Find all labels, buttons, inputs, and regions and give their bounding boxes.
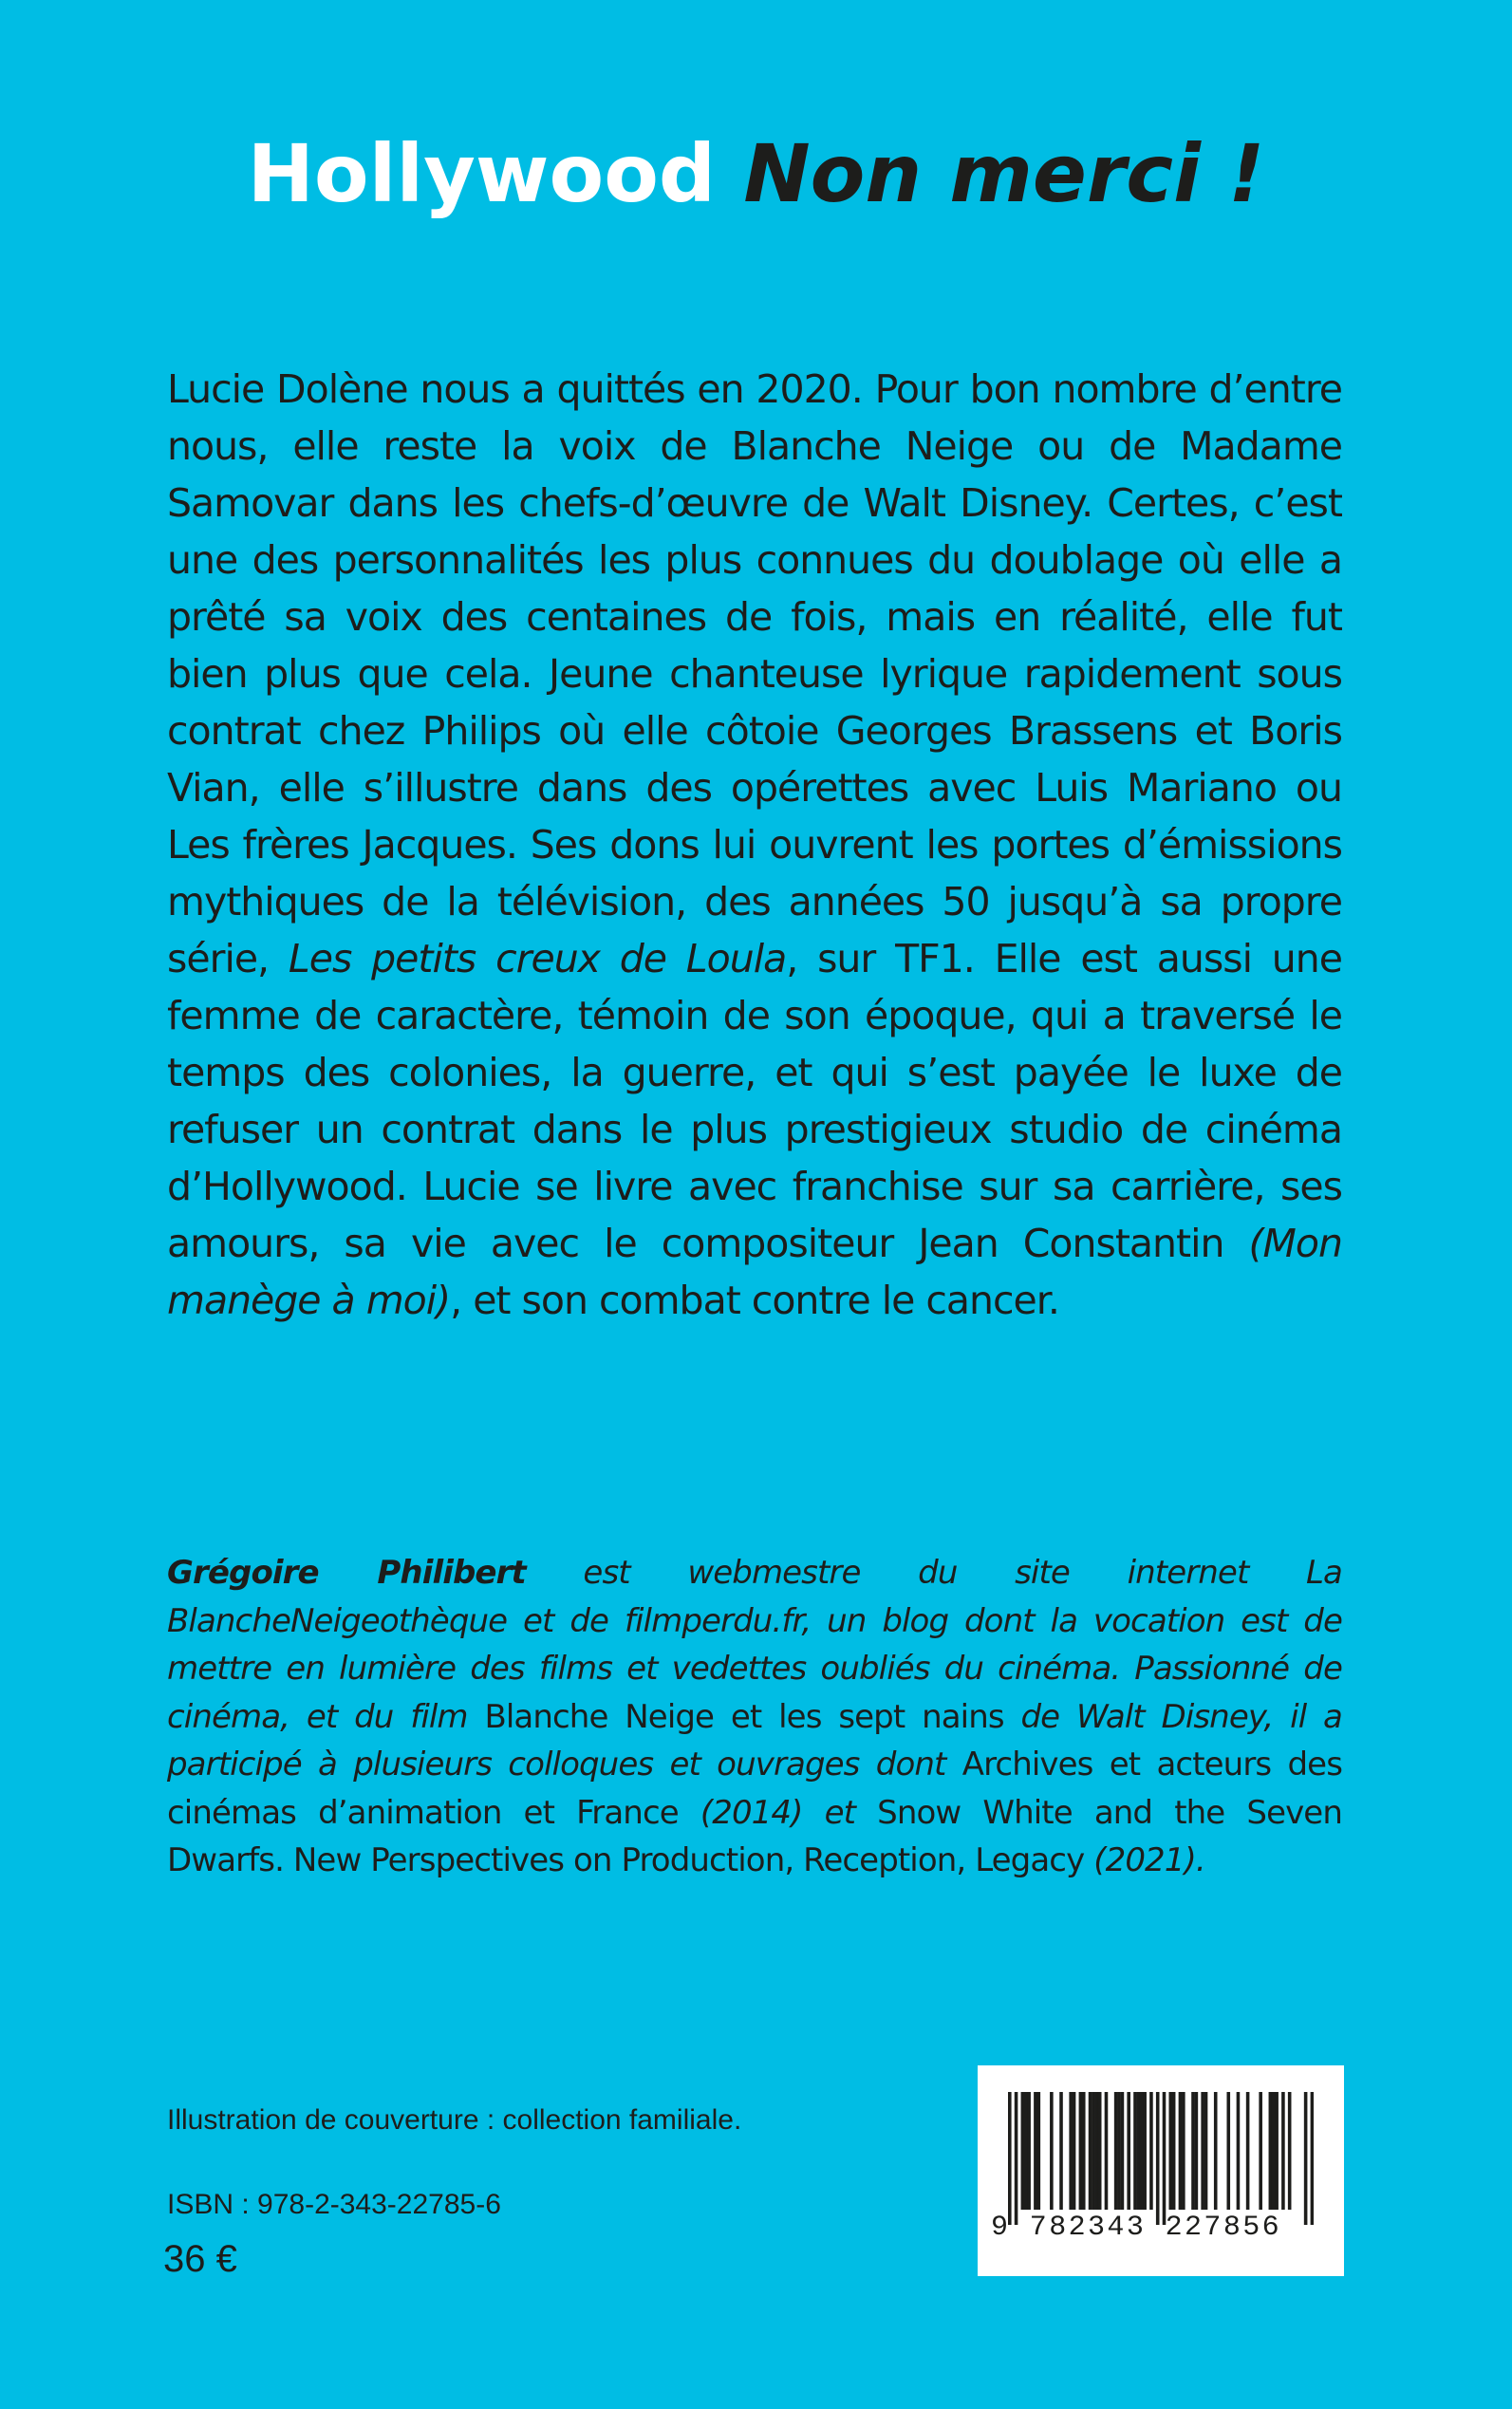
barcode-bar [1304,2092,1308,2225]
cover-credit: Illustration de couverture : collection familiale. [167,2104,742,2136]
barcode-bar [1140,2092,1144,2210]
barcode-bar [1214,2092,1218,2210]
barcode-bar [1226,2092,1230,2210]
barcode-bar [1037,2092,1041,2210]
bio-text-2: de Walt Disney, il a participé à plusieurs colloques et ouvrages dont [167,1697,1342,1783]
barcode-bar [1156,2092,1160,2225]
bio-book-title-2: Snow White and the Seven Dwarfs. New Perspectives on Production, Reception, Legacy [167,1793,1342,1879]
title-main: Hollywood [247,127,717,220]
barcode-bar [1269,2092,1273,2210]
barcode-bar [1117,2092,1121,2210]
book-blurb [167,361,1342,1329]
barcode-bar [1105,2092,1109,2210]
barcode-bar [1127,2092,1130,2210]
barcode-bar [1272,2092,1276,2210]
barcode-bar [1021,2092,1025,2210]
barcode-bar [1246,2092,1250,2210]
bio-book-title-1: Archives et acteurs des cinémas d’animation et France [167,1746,1343,1832]
bio-text-4: (2021). [1084,1841,1205,1879]
bio-text-3: (2014) et [678,1793,878,1832]
barcode-bar [1149,2092,1153,2210]
barcode-bar [1121,2092,1125,2210]
barcode-bar [1172,2092,1176,2210]
author-name: Grégoire Philibert [167,1554,526,1592]
barcode-box [978,2065,1344,2276]
barcode-bar [1073,2092,1076,2210]
barcode-bar [1237,2092,1241,2210]
barcode-bar [1079,2092,1083,2210]
barcode-bar [1015,2092,1018,2225]
author-bio [167,1549,1342,1885]
barcode-bar [1163,2092,1167,2225]
barcode-bar [1259,2092,1262,2210]
barcode-bar [1191,2092,1195,2210]
blurb-text-1: Lucie Dolène nous a quittés en 2020. Pour bon nombre d’entre nous, elle reste la voix de Blanche Neige ou de Madame Samovar dans les chefs-d’œuvre de Walt Disney. Certes, c’est une des personnalités les plus connues du doublage où elle a prêté sa voix des centaines de fois, mais en réalité, elle fut bien plus que cela. Jeune chanteuse lyrique rapidement sous contrat chez Philips où elle côtoie Georges Brassens et Boris Vian, elle s’illustre dans des opérettes avec Luis Mariano ou Les frères Jacques. Ses dons lui ouvrent les portes d’émissions mythiques de la télévision, des années 50 jusqu’à sa propre série, [167,366,1342,981]
barcode-bar [1050,2092,1054,2210]
barcode-bar [1179,2092,1183,2210]
price: 36 € [163,2238,237,2280]
bio-film-title: Blanche Neige et les sept nains [484,1697,1004,1736]
isbn: ISBN : 978-2-343-22785-6 [167,2189,501,2220]
barcode-bar [1195,2092,1199,2210]
blurb-series-title: Les petits creux de Loula [288,936,787,981]
barcode-bar [1281,2092,1285,2210]
barcode-bar [1275,2092,1279,2210]
bio-text-1: est webmestre du site internet La BlancheNeigeothèque et de filmperdu.fr, un blog dont la vocation est de mettre en lumière des films et vedettes oubliés du cinéma. Passionné de cinéma, et du film [167,1554,1342,1736]
barcode-bar [1024,2092,1028,2210]
barcode-bar [1204,2092,1208,2210]
book-title [0,121,1512,226]
blurb-text-2: , sur TF1. Elle est aussi une femme de caractère, témoin de son époque, qui a traversé le temps des colonies, la guerre, et qui s’est payée le luxe de refuser un contrat dans le plus prestigieux studio de cinéma d’Hollywood. Lucie se livre avec franchise sur sa carrière, ses amours, sa vie avec le compositeur Jean Constantin [167,936,1343,1266]
barcode-bar [1168,2092,1172,2210]
barcode-bar [1182,2092,1185,2210]
barcode-bar [1034,2092,1037,2210]
barcode-bar [1311,2092,1314,2225]
barcode-bar [1089,2092,1092,2210]
barcode-bar [1288,2092,1292,2210]
barcode-bar [1069,2092,1073,2210]
barcode-bar [1143,2092,1147,2210]
barcode-bar [1114,2092,1118,2210]
title-sub: Non merci ! [743,127,1265,220]
barcode-bar [1027,2092,1031,2210]
blurb-text-3: , et son combat contre le cancer. [450,1278,1059,1323]
barcode-bar [1082,2092,1086,2210]
barcode-bar [1201,2092,1204,2210]
barcode-bar [1008,2092,1012,2225]
barcode-bar [1095,2092,1099,2210]
barcode-bar [1092,2092,1095,2210]
barcode-digits: 9 782343 227856 [991,2212,1282,2244]
barcode-bar [1133,2092,1137,2210]
blurb-song-title: (Mon manège à moi) [167,1221,1342,1323]
barcode-bar [1098,2092,1102,2210]
barcode-bar [1059,2092,1063,2210]
barcode-icon [1008,2092,1314,2225]
barcode-bar [1137,2092,1141,2210]
